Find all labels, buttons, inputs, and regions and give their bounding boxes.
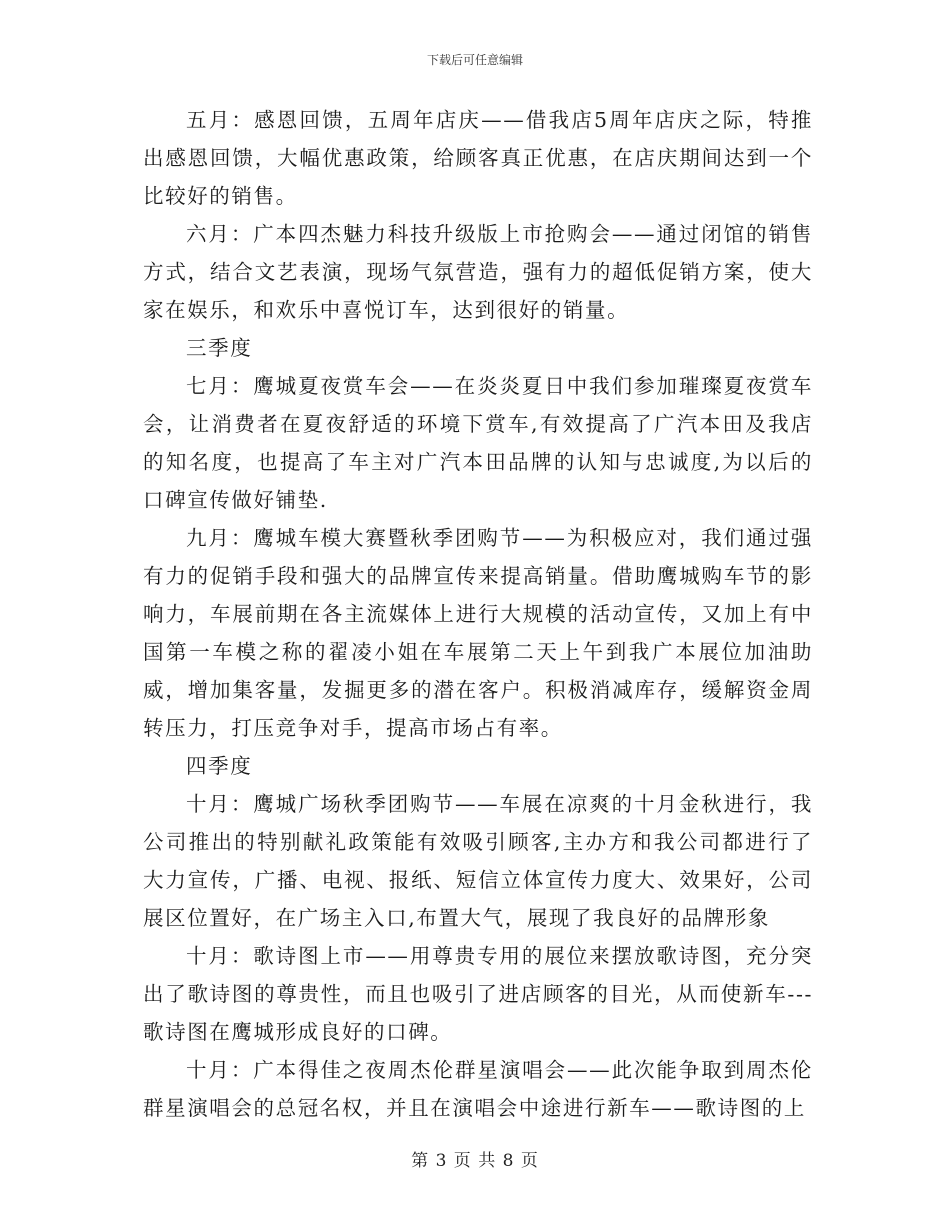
paragraph-october-2: 十月：歌诗图上市——用尊贵专用的展位来摆放歌诗图，充分突出了歌诗图的尊贵性，而且也吸引了进店顾客的目光，从而使新车---歌诗图在鹰城形成良好的口碑。 <box>143 944 813 1044</box>
section-heading-q4: 四季度 <box>186 754 253 778</box>
paragraph-may: 五月：感恩回馈，五周年店庆——借我店5周年店庆之际，特推出感恩回馈，大幅优惠政策，给顾客真正优惠，在店庆期间达到一个比较好的销售。 <box>143 108 813 208</box>
paragraph-june: 六月：广本四杰魅力科技升级版上市抢购会——通过闭馆的销售方式，结合文艺表演，现场气氛营造，强有力的超低促销方案，使大家在娱乐，和欢乐中喜悦订车，达到很好的销量。 <box>143 222 813 322</box>
page-number: 第 3 页 共 8 页 <box>411 1151 539 1171</box>
document-body <box>143 101 813 1127</box>
page-header: 下载后可任意编辑 <box>426 53 523 67</box>
paragraph-september: 九月：鹰城车模大赛暨秋季团购节——为积极应对，我们通过强有力的促销手段和强大的品牌宣传来提高销量。借助鹰城购车节的影响力，车展前期在各主流媒体上进行大规模的活动宣传，又加上有中国第一车模之称的翟凌小姐在车展第二天上午到我广本展位加油助威，增加集客量，发掘更多的潜在客户。积极消减库存，缓解资金周转压力，打压竞争对手，提高市场占有率。 <box>143 526 813 740</box>
paragraph-october-1: 十月：鹰城广场秋季团购节——车展在凉爽的十月金秋进行，我公司推出的特别献礼政策能有效吸引顾客,主办方和我公司都进行了大力宣传，广播、电视、报纸、短信立体宣传力度大、效果好，公司展区位置好，在广场主入口,布置大气，展现了我良好的品牌形象 <box>143 792 813 930</box>
section-heading-q3: 三季度 <box>186 336 253 360</box>
paragraph-october-3: 十月：广本得佳之夜周杰伦群星演唱会——此次能争取到周杰伦群星演唱会的总冠名权，并且在演唱会中途进行新车——歌诗图的上 <box>143 1058 813 1120</box>
paragraph-july: 七月：鹰城夏夜赏车会——在炎炎夏日中我们参加璀璨夏夜赏车会，让消费者在夏夜舒适的环境下赏车,有效提高了广汽本田及我店的知名度，也提高了车主对广汽本田品牌的认知与忠诚度,为以后的口碑宣传做好铺垫. <box>143 374 813 512</box>
